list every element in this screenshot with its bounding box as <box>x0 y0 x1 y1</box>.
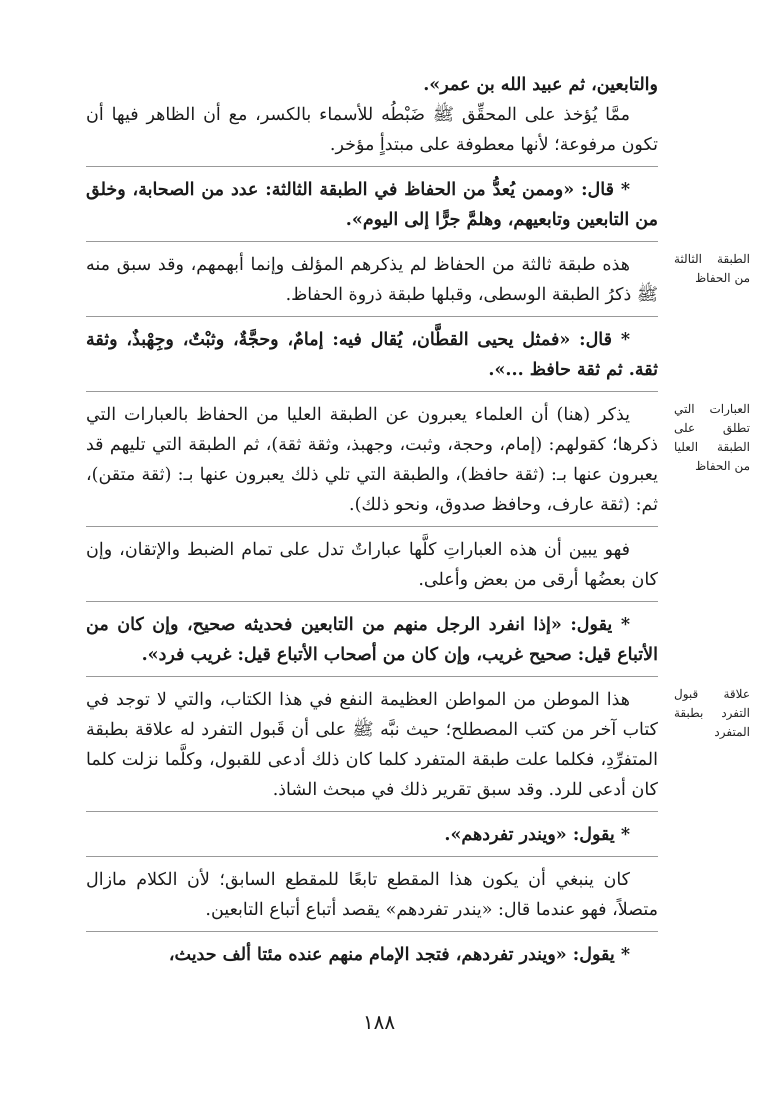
margin-note: علاقة قبول التفرد بطبقة المتفرد <box>674 687 750 739</box>
text-block <box>86 865 658 925</box>
main-text-column <box>86 70 750 970</box>
page-number: ١٨٨ <box>362 1010 396 1034</box>
commentary-paragraph: ممَّا يُؤخذ على المحقِّق ﷺ ضَبْطُه للأسماء بالكسر، مع أن الظاهر فيها أن تكون مرفوعة؛ لأنها معطوفة على مبتدأٍ مؤخر. <box>86 105 658 155</box>
block-separator <box>86 931 658 932</box>
text-block <box>86 535 658 595</box>
quoted-text-paragraph: * يقول: «ويندر تفردهم». <box>444 825 630 845</box>
margin-note: الطبقة الثالثة من الحفاظ <box>674 252 750 285</box>
block-separator <box>86 316 658 317</box>
text-block <box>86 250 750 310</box>
block-separator <box>86 241 658 242</box>
commentary-paragraph: هذا الموطن من المواطن العظيمة النفع في هذا الكتاب، والتي لا توجد في كتاب آخر من كتب المصطلح؛ حيث نبَّه ﷺ على أن قَبول التفرد له علاقة بطبقة المتفرِّدِ، فكلما علت طبقة المتفرد كلما كان ذلك أدعى للقبول، وكلَّما نزلت كلما كان أدعى للرد. وقد سبق تقرير ذلك في مبحث الشاذ. <box>86 690 658 800</box>
block-separator <box>86 526 658 527</box>
text-block <box>86 400 750 520</box>
block-separator <box>86 601 658 602</box>
text-block <box>86 325 658 385</box>
commentary-paragraph: كان ينبغي أن يكون هذا المقطع تابعًا للمقطع السابق؛ لأن الكلام مازال متصلاً، فهو عندما قال: «يندر تفردهم» يقصد أتباع أتباع التابعين. <box>86 870 658 920</box>
quoted-text-paragraph: * قال: «وممن يُعدُّ من الحفاظ في الطبقة الثالثة: عدد من الصحابة، وخلق من التابعين وتابعيهم، وهلمَّ جرًّا إلى اليوم». <box>86 180 658 230</box>
text-block <box>86 685 750 805</box>
commentary-paragraph: يذكر (هنا) أن العلماء يعبرون عن الطبقة العليا من الحفاظ بالعبارات التي ذكرها؛ كقولهم: (إمام، وحجة، وثبت، وجهبذ، وثقة ثقة)، ثم الطبقة التي تليهم قد يعبرون عنها بـ: (ثقة حافظ)، والطبقة التي تلي ذلك يعبرون عنها بـ: (ثقة متقن)، ثم: (ثقة عارف، وحافظ صدوق، ونحو ذلك). <box>86 405 658 515</box>
commentary-paragraph: فهو يبين أن هذه العباراتِ كلَّها عباراتٌ تدل على تمام الضبط والإتقان، وإن كان بعضُها أرقى من بعض وأعلى. <box>86 540 658 590</box>
quoted-text-paragraph: * يقول: «ويندر تفردهم، فتجد الإمام منهم عنده مئتا ألف حديث، <box>168 945 630 965</box>
block-separator <box>86 856 658 857</box>
block-separator <box>86 811 658 812</box>
text-block <box>86 820 658 850</box>
text-block <box>86 610 658 670</box>
quoted-text-paragraph: * قال: «فمثل يحيى القطَّان، يُقال فيه: إمامٌ، وحجَّةٌ، وثبْتٌ، وجِهْبذٌ، وثقة ثقة. ثم ثقة حافظ ...». <box>86 330 658 380</box>
margin-note: العبارات التي تطلق على الطبقة العليا من الحفاظ <box>674 402 750 473</box>
quoted-text-paragraph: والتابعين، ثم عبيد الله بن عمر». <box>423 75 658 95</box>
text-block <box>86 940 658 970</box>
quoted-text-paragraph: * يقول: «إذا انفرد الرجل منهم من التابعين فحديثه صحيح، وإن كان من الأتباع قيل: صحيح غريب، وإن كان من أصحاب الأتباع قيل: غريب فرد». <box>86 615 658 665</box>
text-block <box>86 175 658 235</box>
text-block <box>86 70 658 160</box>
commentary-paragraph: هذه طبقة ثالثة من الحفاظ لم يذكرهم المؤلف وإنما أبهمهم، وقد سبق منه ﷺ ذكرُ الطبقة الوسطى، وقبلها طبقة ذروة الحفاظ. <box>86 255 658 305</box>
block-separator <box>86 391 658 392</box>
block-separator <box>86 166 658 167</box>
block-separator <box>86 676 658 677</box>
